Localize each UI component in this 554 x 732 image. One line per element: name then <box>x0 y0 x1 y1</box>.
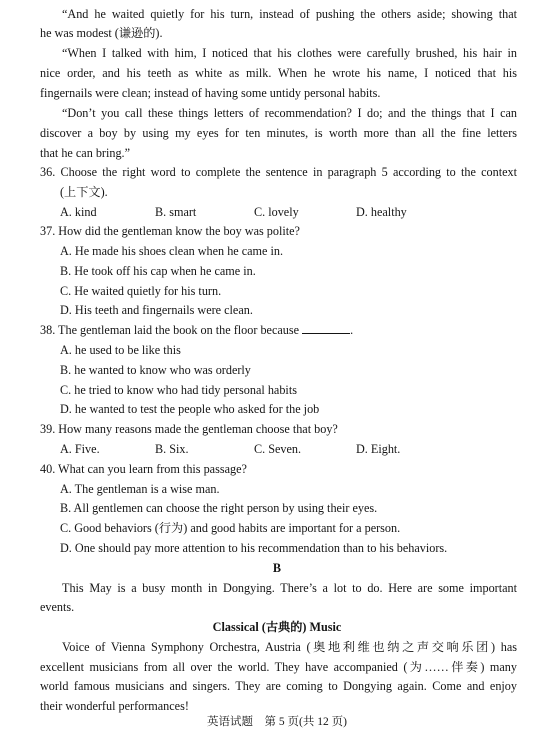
option-b[interactable]: B. All gentlemen can choose the right person by using their eyes. <box>60 501 378 515</box>
question-40-stem: 40. What can you learn from this passage? <box>40 462 247 476</box>
question-36-stem-cont: (上下文). <box>60 185 108 199</box>
question-39-options <box>0 440 554 458</box>
paragraph-line: This May is a busy month in Dongying. There’s a lot to do. Here are some important <box>62 581 517 595</box>
paragraph-line: “Don’t you call these things letters of recommendation? I do; and the things that I can <box>62 106 517 120</box>
question-37-stem: 37. How did the gentleman know the boy was polite? <box>40 224 300 238</box>
question-36-options <box>0 203 554 221</box>
option-c[interactable]: C. He waited quietly for his turn. <box>60 284 222 298</box>
option-b[interactable]: B. He took off his cap when he came in. <box>60 264 256 278</box>
paragraph-line: he was modest (谦逊的). <box>40 26 163 40</box>
question-38-text: 38. The gentleman laid the book on the floor because <box>40 323 300 337</box>
section-title: Classical (古典的) Music <box>212 620 342 634</box>
paragraph-line: events. <box>40 600 75 614</box>
option-a[interactable]: A. he used to be like this <box>60 343 181 357</box>
paragraph-line: world famous musicians and singers. They are coming to Dongying again. Come and enjoy <box>40 679 517 693</box>
option-c[interactable]: C. Seven. <box>254 442 302 456</box>
question-38-stem <box>0 321 554 339</box>
option-c[interactable]: C. he tried to know who had tidy personal habits <box>60 383 297 397</box>
option-a[interactable]: A. He made his shoes clean when he came in. <box>60 244 284 258</box>
paragraph-line: their wonderful performances! <box>40 699 189 713</box>
question-39-stem: 39. How many reasons made the gentleman choose that boy? <box>40 422 338 436</box>
option-a[interactable]: A. The gentleman is a wise man. <box>60 482 220 496</box>
question-36-stem: 36. Choose the right word to complete the sentence in paragraph 5 according to the context <box>40 165 517 179</box>
option-c[interactable]: C. Good behaviors (行为) and good habits are important for a person. <box>60 521 401 535</box>
option-a[interactable]: A. kind <box>60 205 97 219</box>
paragraph-line: that he can bring.” <box>40 146 131 160</box>
paragraph-line: excellent musicians from all over the world. They have accompanied (为……伴奏) many <box>40 660 517 674</box>
option-b[interactable]: B. Six. <box>155 442 189 456</box>
paragraph-line: Voice of Vienna Symphony Orchestra, Austria (奥地利维也纳之声交响乐团) has <box>62 640 517 654</box>
option-b[interactable]: B. smart <box>155 205 197 219</box>
paragraph-line: discover a boy by using my eyes for ten minutes, is worth more than all the fine letters <box>40 126 517 140</box>
option-d[interactable]: D. he wanted to test the people who asked for the job <box>60 402 320 416</box>
option-d[interactable]: D. His teeth and fingernails were clean. <box>60 303 253 317</box>
option-c[interactable]: C. lovely <box>254 205 299 219</box>
page-footer: 英语试题 第 5 页(共 12 页) <box>207 716 347 728</box>
paragraph-line: nice order, and his teeth as white as milk. When he wrote his name, I noticed that his <box>40 66 517 80</box>
option-d[interactable]: D. Eight. <box>356 442 401 456</box>
question-38-end: . <box>350 323 354 337</box>
option-a[interactable]: A. Five. <box>60 442 100 456</box>
paragraph-line: “And he waited quietly for his turn, instead of pushing the others aside; showing that <box>62 7 517 21</box>
answer-blank <box>302 322 350 334</box>
option-b[interactable]: B. he wanted to know who was orderly <box>60 363 251 377</box>
option-d[interactable]: D. One should pay more attention to his recommendation than to his behaviors. <box>60 541 448 555</box>
option-d[interactable]: D. healthy <box>356 205 407 219</box>
paragraph-line: fingernails were clean; instead of having some untidy personal habits. <box>40 86 381 100</box>
section-label: B <box>272 561 282 575</box>
paragraph-line: “When I talked with him, I noticed that his clothes were carefully brushed, his hair in <box>62 46 517 60</box>
